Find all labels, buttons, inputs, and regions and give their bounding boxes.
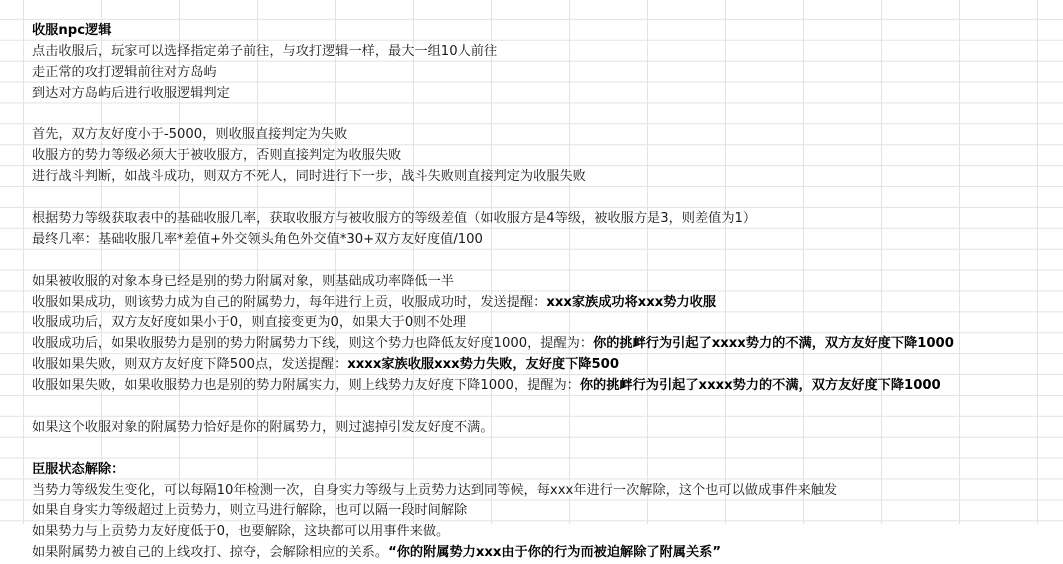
text-line[interactable]	[32, 272, 1063, 293]
line-text: 走正常的攻打逻辑前往对方岛屿	[32, 64, 217, 80]
line-bold-text: xxxx家族收服xxx势力失败，友好度下降500	[347, 357, 619, 373]
text-line[interactable]	[32, 481, 1063, 502]
text-line[interactable]	[32, 376, 1063, 397]
line-bold-text: xxx家族成功将xxx势力收服	[546, 294, 717, 310]
line-text: 收服成功后，双方友好度如果小于0，则直接变更为0，如果大于0则不处理	[32, 315, 466, 331]
line-text: 收服成功后，如果收服势力是别的势力附属势力下线，则这个势力也降低友好度1000，提醒为：	[32, 336, 594, 352]
line-text: 收服如果失败，则双方友好度下降500点，发送提醒：	[32, 357, 348, 373]
line-text: 点击收服后，玩家可以选择指定弟子前往，与攻打逻辑一样，最大一组10人前往	[32, 43, 498, 59]
line-bold-text: 你的挑衅行为引起了xxxx势力的不满，双方友好度下降1000	[579, 378, 941, 394]
line-text: 如果这个收服对象的附属势力恰好是你的附属势力，则过滤掉引发友好度不满。	[32, 419, 494, 435]
section-heading[interactable]	[32, 460, 1063, 481]
text-line[interactable]	[32, 42, 1063, 63]
text-line[interactable]	[32, 125, 1063, 146]
text-line[interactable]	[32, 334, 1063, 355]
line-text: 当势力等级发生变化，可以每隔10年检测一次，自身实力等级与上贡势力达到同等候，每xxx年进行一次解除，这个也可以做成事件来触发	[32, 482, 838, 498]
line-text: 根据势力等级获取表中的基础收服几率，获取收服方与被收服方的等级差值（如收服方是4等级，被收服方是3，则差值为1）	[32, 211, 757, 227]
line-text: 收服方的势力等级必须大于被收服方，否则直接判定为收服失败	[32, 148, 402, 164]
text-line[interactable]	[32, 501, 1063, 522]
text-line[interactable]	[32, 355, 1063, 376]
text-line[interactable]	[32, 146, 1063, 167]
text-line[interactable]	[32, 167, 1063, 188]
line-text: 最终几率：基础收服几率*差值+外交领头角色外交值*30+双方友好度值/100	[32, 231, 483, 247]
text-line[interactable]	[32, 251, 1063, 272]
text-line[interactable]	[32, 230, 1063, 251]
text-line[interactable]	[32, 397, 1063, 418]
line-text: 如果附属势力被自己的上线攻打、掠夺，会解除相应的关系。	[32, 545, 389, 561]
line-text: 进行战斗判断，如战斗成功，则双方不死人，同时进行下一步，战斗失败则直接判定为收服失败	[32, 169, 586, 185]
line-text: 收服如果失败，如果收服势力也是别的势力附属实力，则上线势力友好度下降1000，提醒为：	[32, 378, 580, 394]
line-bold-text: “你的附属势力xxx由于你的行为而被迫解除了附属关系”	[388, 545, 722, 561]
line-text: 如果势力与上贡势力友好度低于0，也要解除，这块都可以用事件来做。	[32, 524, 450, 540]
text-line[interactable]	[32, 522, 1063, 543]
line-text: 首先，双方友好度小于-5000，则收服直接判定为失败	[32, 127, 348, 143]
line-text: 如果被收服的对象本身已经是别的势力附属对象，则基础成功率降低一半	[32, 273, 454, 289]
line-text: 收服如果成功，则该势力成为自己的附属势力，每年进行上贡，收服成功时，发送提醒：	[32, 294, 547, 310]
line-text: 如果自身实力等级超过上贡势力，则立马进行解除，也可以隔一段时间解除	[32, 503, 468, 519]
text-line[interactable]	[32, 209, 1063, 230]
line-text: 到达对方岛屿后进行收服逻辑判定	[32, 85, 230, 101]
document-body	[32, 21, 1063, 564]
text-line[interactable]	[32, 439, 1063, 460]
text-line[interactable]	[32, 188, 1063, 209]
section-heading[interactable]	[32, 21, 1063, 42]
line-text: 收服npc逻辑	[32, 23, 112, 38]
text-line[interactable]	[32, 313, 1063, 334]
text-line[interactable]	[32, 543, 1063, 564]
text-line[interactable]	[32, 418, 1063, 439]
line-bold-text: 你的挑衅行为引起了xxxx势力的不满，双方友好度下降1000	[593, 336, 954, 352]
text-line[interactable]	[32, 293, 1063, 314]
text-line[interactable]	[32, 63, 1063, 84]
text-line[interactable]	[32, 105, 1063, 126]
line-text: 臣服状态解除：	[32, 461, 125, 477]
text-line[interactable]	[32, 84, 1063, 105]
